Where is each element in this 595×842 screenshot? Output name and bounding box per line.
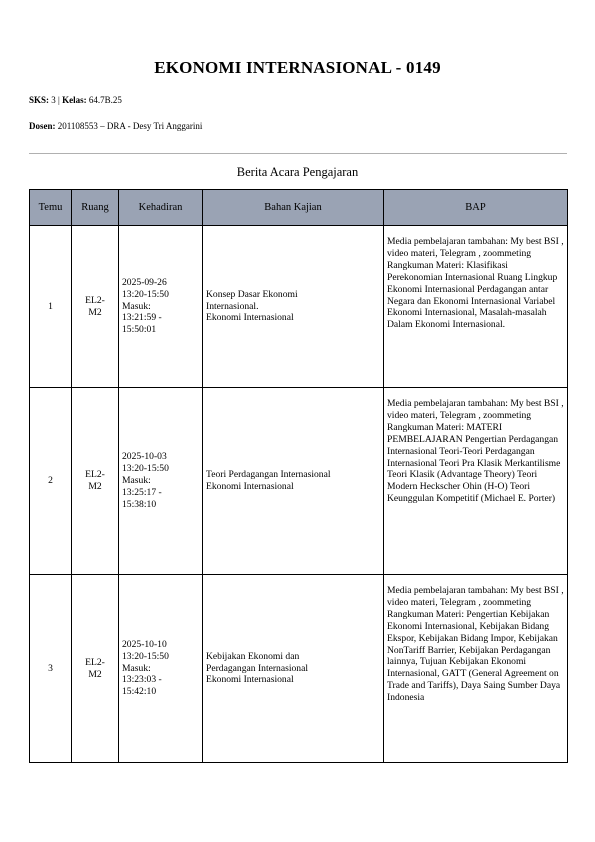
- header-bap: BAP: [384, 190, 568, 226]
- course-info-line: SKS: 3 | Kelas: 64.7B.25: [29, 95, 122, 105]
- course-title: EKONOMI INTERNASIONAL - 0149: [154, 58, 441, 77]
- cell-kehadiran: 2025-10-10 13:20-15:50 Masuk: 13:23:03 - 15:42:10: [119, 575, 203, 763]
- lecturer-line: [29, 121, 202, 131]
- table-header-row: [30, 190, 568, 226]
- cell-kehadiran: 2025-10-03 13:20-15:50 Masuk: 13:25:17 - 15:38:10: [119, 388, 203, 575]
- sks-value: 3: [51, 95, 56, 105]
- cell-bap: Media pembelajaran tambahan: My best BSI , video materi, Telegram , zoommeting Rangkuman Materi: Pengertian Kebijakan Ekonomi Internasional, Kebijakan Bidang Ekspor, Kebijakan Bidang Impor, Kebijakan NonTariff Barrier, Kebijakan Perdagangan lainnya, Tujuan Kebijakan Ekonomi Internasional, GATT (General Agreement on Trade and Tariffs), Daya Saing Sumber Daya Indonesia: [384, 575, 568, 763]
- cell-bahan-kajian: Konsep Dasar Ekonomi Internasional. Ekonomi Internasional: [203, 226, 384, 388]
- section-title: Berita Acara Pengajaran: [236, 165, 359, 179]
- header-bahan-kajian: Bahan Kajian: [203, 190, 384, 226]
- cell-bahan-kajian: Kebijakan Ekonomi dan Perdagangan Internasional Ekonomi Internasional: [203, 575, 384, 763]
- kelas-label: Kelas:: [62, 95, 87, 105]
- cell-kehadiran: 2025-09-26 13:20-15:50 Masuk: 13:21:59 - 15:50:01: [119, 226, 203, 388]
- table-row: [30, 575, 568, 763]
- cell-ruang: EL2- M2: [72, 575, 119, 763]
- cell-bap: Media pembelajaran tambahan: My best BSI , video materi, Telegram , zoommeting Rangkuman Materi: Klasifikasi Perekonomian Internasional Ruang Lingkup Ekonomi Internasional Perdagangan antar Negara dan Ekonomi Internasional Variabel Ekonomi Internasional, Masalah-masalah Dalam Ekonomi Internasional.: [384, 226, 568, 388]
- section-divider: [29, 153, 567, 154]
- sks-label: SKS:: [29, 95, 50, 105]
- cell-temu: 1: [30, 226, 72, 388]
- cell-temu: 3: [30, 575, 72, 763]
- dosen-value: 201108553 – DRA - Desy Tri Anggarini: [57, 121, 203, 131]
- header-temu: Temu: [30, 190, 72, 226]
- cell-bahan-kajian: Teori Perdagangan Internasional Ekonomi Internasional: [203, 388, 384, 575]
- kelas-value: 64.7B.25: [88, 95, 122, 105]
- table-row: [30, 388, 568, 575]
- header-kehadiran: Kehadiran: [119, 190, 203, 226]
- teaching-record-table: [29, 189, 568, 763]
- table-row: [30, 226, 568, 388]
- cell-bap: Media pembelajaran tambahan: My best BSI , video materi, Telegram , zoommeting Rangkuman Materi: MATERI PEMBELAJARAN Pengertian Perdagangan Internasional Teori-Teori Perdagangan Internasional Teori Pra Klasik Merkantilisme Teori Klasik (Advantage Theory) Teori Modern Heckscher Ohin (H-O) Teori Keunggulan Kompetitif (Michael E. Porter): [384, 388, 568, 575]
- header-ruang: Ruang: [72, 190, 119, 226]
- cell-temu: 2: [30, 388, 72, 575]
- dosen-label: Dosen:: [29, 121, 56, 131]
- cell-ruang: EL2- M2: [72, 226, 119, 388]
- cell-ruang: EL2- M2: [72, 388, 119, 575]
